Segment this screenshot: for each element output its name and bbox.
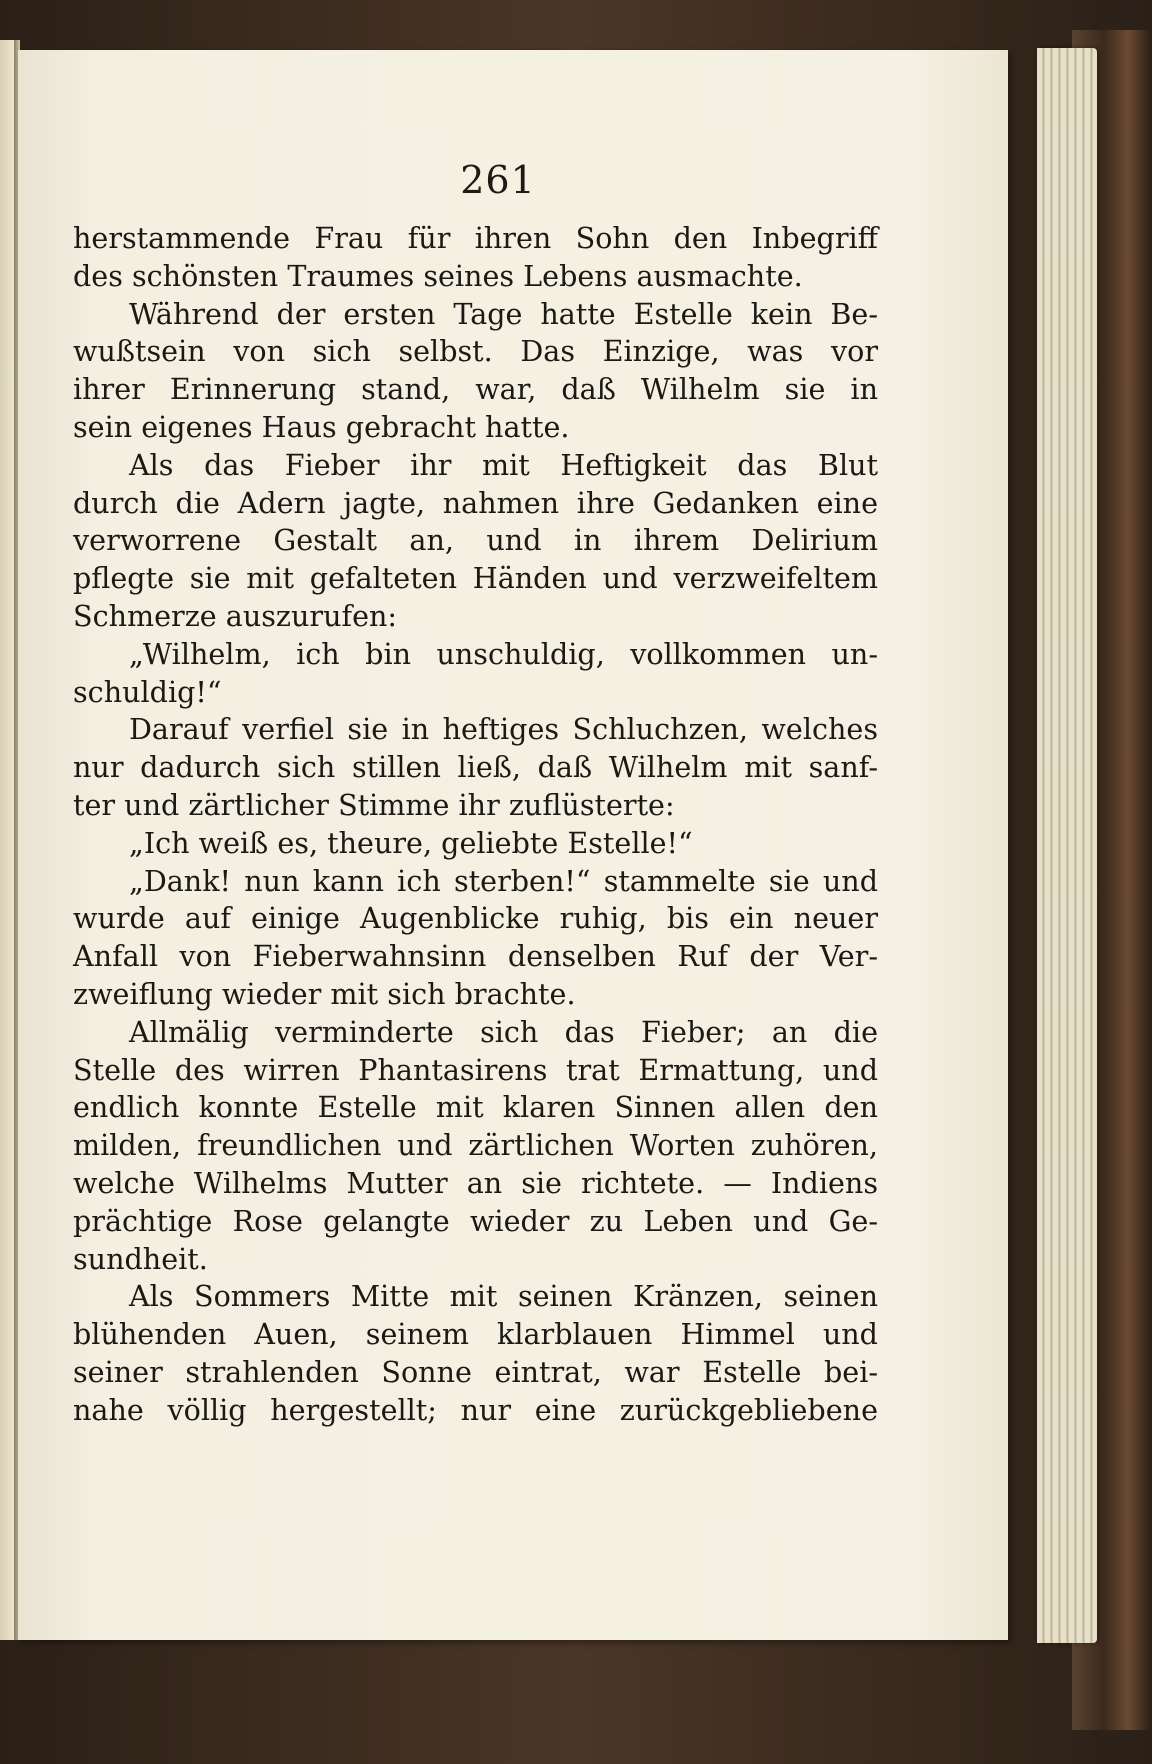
text-line: Darauf verfiel sie in heftiges Schluchzen, welches	[129, 712, 878, 747]
text-line: welche Wilhelms Mutter an sie richtete. — Indiens	[73, 1165, 878, 1200]
text-line: prächtige Rose gelangte wieder zu Leben und Ge-	[73, 1203, 878, 1238]
text-line: sundheit.	[73, 1241, 208, 1276]
text-line: „Dank! nun kann ich sterben!“ stammelte sie und	[129, 863, 878, 898]
text-line: Stelle des wirren Phantasirens trat Ermattung, und	[73, 1052, 878, 1087]
text-line: sein eigenes Haus gebracht hatte.	[73, 409, 570, 444]
text-line: nahe völlig hergestellt; nur eine zurückgebliebene	[73, 1392, 878, 1427]
text-line: durch die Adern jagte, nahmen ihre Gedanken eine	[73, 485, 878, 520]
text-line: zweiflung wieder mit sich brachte.	[73, 976, 576, 1011]
body-text	[73, 220, 878, 1430]
text-line: Als das Fieber ihr mit Heftigkeit das Blut	[129, 447, 878, 482]
book-page	[18, 50, 1008, 1640]
text-line: blühenden Auen, seinem klarblauen Himmel und	[73, 1317, 878, 1352]
page-edges	[1037, 48, 1097, 1643]
text-line: Während der ersten Tage hatte Estelle kein Be-	[129, 296, 878, 331]
text-line: milden, freundlichen und zärtlichen Worten zuhören,	[73, 1128, 878, 1163]
text-line: wurde auf einige Augenblicke ruhig, bis ein neuer	[73, 901, 878, 936]
text-line: verworrene Gestalt an, und in ihrem Delirium	[73, 523, 878, 558]
text-line: Schmerze auszurufen:	[73, 598, 398, 633]
text-line: nur dadurch sich stillen ließ, daß Wilhelm mit sanf-	[73, 750, 878, 785]
text-line: Anfall von Fieberwahnsinn denselben Ruf der Ver-	[73, 939, 878, 974]
text-line: herstammende Frau für ihren Sohn den Inbegriff	[73, 221, 878, 255]
text-line: Als Sommers Mitte mit seinen Kränzen, seinen	[129, 1279, 878, 1314]
text-line: des schönsten Traumes seines Lebens ausmachte.	[73, 258, 803, 293]
text-line: ihrer Erinnerung stand, war, daß Wilhelm sie in	[73, 372, 878, 407]
text-line: ter und zärtlicher Stimme ihr zuflüsterte:	[73, 787, 675, 822]
text-line: schuldig!“	[73, 674, 222, 709]
text-line: „Wilhelm, ich bin unschuldig, vollkommen un-	[129, 636, 878, 671]
text-line: „Ich weiß es, theure, geliebte Estelle!“	[129, 825, 693, 860]
text-line: endlich konnte Estelle mit klaren Sinnen allen den	[73, 1090, 878, 1125]
text-line: seiner strahlenden Sonne eintrat, war Estelle bei-	[73, 1354, 878, 1389]
text-line: Allmälig verminderte sich das Fieber; an die	[129, 1014, 878, 1049]
page-number: 261	[460, 158, 536, 202]
text-line: pflegte sie mit gefalteten Händen und verzweifeltem	[73, 561, 878, 596]
text-line: wußtsein von sich selbst. Das Einzige, was vor	[73, 334, 878, 369]
